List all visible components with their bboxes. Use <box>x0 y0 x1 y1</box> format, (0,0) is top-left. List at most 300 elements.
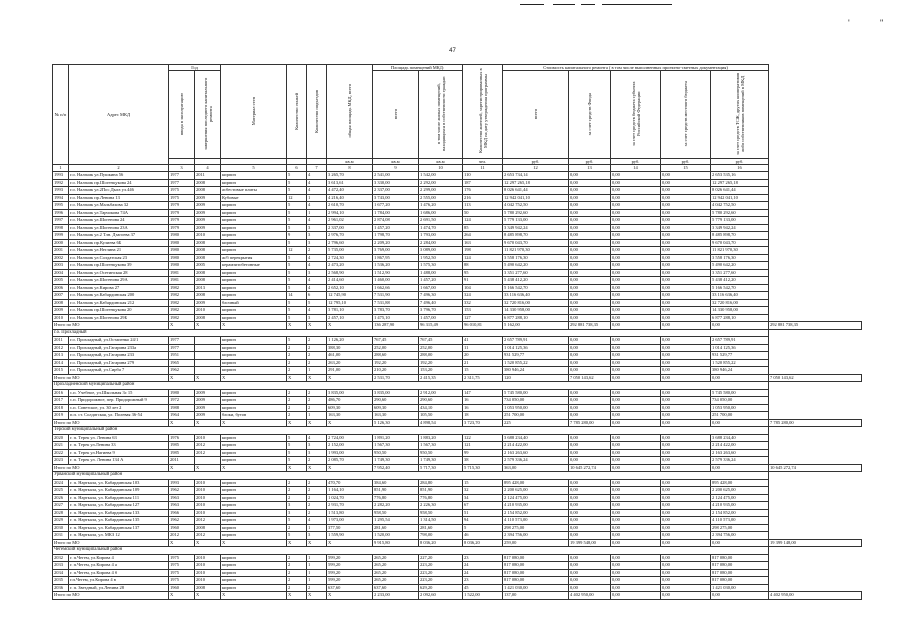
page-number: 47 <box>449 48 456 54</box>
header-rule <box>553 4 575 5</box>
table-cell: 2 <box>307 584 327 592</box>
total-cell: X <box>287 539 307 547</box>
total-cell: 4 402 950,00 <box>569 592 611 600</box>
table-cell: 3 265,70 <box>327 172 373 180</box>
total-row <box>53 374 862 382</box>
total-row <box>53 322 862 330</box>
table-cell: 1979 <box>169 217 195 225</box>
table-cell: 5 <box>287 337 307 345</box>
total-cell: 9 915,80 <box>373 539 419 547</box>
table-cell: 0,00 <box>569 449 611 457</box>
table-row <box>53 389 862 397</box>
table-cell: 0,00 <box>661 172 711 180</box>
table-cell: 2013 <box>195 284 221 292</box>
table-cell: 0,00 <box>661 344 711 352</box>
table-cell: 1 <box>307 554 327 562</box>
section-row <box>53 472 862 480</box>
table-cell: 127 <box>463 314 503 322</box>
table-cell: 1 053 950,00 <box>711 404 769 412</box>
table-cell: 0,00 <box>661 337 711 345</box>
table-cell: 0,00 <box>569 434 611 442</box>
table-cell: кирпич <box>221 352 287 360</box>
table-cell: 2028 <box>53 509 69 517</box>
address-cell: п.п. ст. Солдатская, ул. Полевая 36-54 <box>69 412 169 420</box>
table-cell: 5 745 580,00 <box>503 389 569 397</box>
table-cell: 388,30 <box>327 344 373 352</box>
table-cell: 0,00 <box>569 187 611 195</box>
col-cost-fund: за счет средств Фонда <box>569 71 611 159</box>
table-cell: 2 <box>307 337 327 345</box>
total-cell: X <box>195 419 221 427</box>
table-cell <box>195 359 221 367</box>
table-cell: 0,00 <box>569 292 611 300</box>
table-cell: 4 <box>307 172 327 180</box>
table-cell: 817 080,00 <box>503 577 569 585</box>
table-cell: 0,00 <box>661 292 711 300</box>
table-row <box>53 172 862 180</box>
index-cell: 11 <box>463 165 503 172</box>
table-cell: 3 688 234,40 <box>711 434 769 442</box>
table-cell: 1966 <box>169 509 195 517</box>
table-cell: 599,20 <box>327 569 373 577</box>
table-cell: 1 567,30 <box>373 442 419 450</box>
table-cell: 0,00 <box>661 232 711 240</box>
table-cell: 163,30 <box>327 412 373 420</box>
table-cell: 163,30 <box>373 412 419 420</box>
table-cell: 0,00 <box>569 179 611 187</box>
total-cell: 7 952,40 <box>373 464 419 472</box>
table-cell: 2 <box>307 457 327 465</box>
total-cell: 5 162,00 <box>503 322 569 330</box>
table-cell: 629,20 <box>419 584 463 592</box>
section-title: Прохладненский муниципальный район <box>53 382 769 390</box>
table-cell: 2 154 852,00 <box>503 509 569 517</box>
address-cell: г.о. Нальчик пр.Шогенцукова 20 <box>69 307 169 315</box>
table-cell: 45 <box>463 584 503 592</box>
index-cell: 9 <box>373 165 419 172</box>
table-cell: 1963 <box>169 502 195 510</box>
table-cell: кирпич <box>221 434 287 442</box>
table-cell: 265,20 <box>373 562 419 570</box>
table-cell: 104 <box>463 284 503 292</box>
table-cell: 4 <box>307 277 327 285</box>
total-cell: 225 <box>503 419 569 427</box>
table-row <box>53 314 862 322</box>
table-cell: 0,00 <box>611 202 661 210</box>
table-cell: 263,20 <box>327 359 373 367</box>
table-cell: 6 877 288,10 <box>711 314 769 322</box>
table-cell: 1980 <box>169 247 195 255</box>
table-cell: 1 662,66 <box>373 284 419 292</box>
table-cell: 2015 <box>53 367 69 375</box>
table-cell: 0,00 <box>611 412 661 420</box>
table-cell: 2008 <box>195 584 221 592</box>
table-cell: кирпич <box>221 292 287 300</box>
table-cell: 2008 <box>195 239 221 247</box>
table-cell: 1997 <box>53 217 69 225</box>
col-address: Адрес МКД <box>69 65 169 165</box>
table-cell: 2 <box>287 494 307 502</box>
table-cell: 0,00 <box>569 397 611 405</box>
table-cell: 2 <box>287 389 307 397</box>
unit-cell: руб. <box>569 159 611 165</box>
table-cell: 3 <box>307 269 327 277</box>
table-cell: 2 299,00 <box>419 187 463 195</box>
address-cell: с.п. Придорожное, пер. Придорожный 9 <box>69 397 169 405</box>
table-cell: 12 795,10 <box>327 299 373 307</box>
table-cell: 5 779 133,00 <box>503 217 569 225</box>
table-row <box>53 404 862 412</box>
table-cell: 0,00 <box>661 397 711 405</box>
table-cell: 2012 <box>195 449 221 457</box>
table-cell: 0,00 <box>661 217 711 225</box>
table-cell: 1980 <box>169 262 195 270</box>
table-cell: 2010 <box>53 314 69 322</box>
table-cell: 1982 <box>169 314 195 322</box>
address-cell: г.п.Чегем, ул.Кирова 4 в <box>69 577 169 585</box>
table-cell: 0,00 <box>569 344 611 352</box>
table-cell: 0,00 <box>569 247 611 255</box>
col-entrances: Количество подъездов <box>307 65 327 159</box>
table-cell: 41 <box>463 337 503 345</box>
table-cell: 0,00 <box>611 359 661 367</box>
table-cell: 0,00 <box>611 179 661 187</box>
table-cell: 67 <box>463 502 503 510</box>
total-label: Итого по МО <box>53 592 169 600</box>
table-cell: 776,80 <box>419 494 463 502</box>
table-cell: 15 <box>463 367 503 375</box>
table-row <box>53 194 862 202</box>
table-cell: 0,00 <box>611 449 661 457</box>
table-cell: 1 883,20 <box>419 434 463 442</box>
index-cell: 2 <box>69 165 169 172</box>
table-cell: 2008 <box>195 292 221 300</box>
index-cell: 12 <box>503 165 569 172</box>
table-cell: 5 745 580,00 <box>711 389 769 397</box>
table-cell: 0,00 <box>569 517 611 525</box>
table-cell: 1 474,70 <box>419 224 463 232</box>
table-cell: 734 050,00 <box>503 397 569 405</box>
table-cell: 0,00 <box>569 314 611 322</box>
table-row <box>53 217 862 225</box>
address-cell: г. п.Чегем, ул.Кирова 4 <box>69 554 169 562</box>
table-cell: 5 <box>287 532 307 540</box>
table-cell: 223,20 <box>419 577 463 585</box>
table-cell: 0,00 <box>569 239 611 247</box>
table-cell: 6 <box>307 292 327 300</box>
total-label: Итого по МО <box>53 374 169 382</box>
table-cell: кирпич <box>221 584 287 592</box>
total-cell: X <box>221 374 287 382</box>
table-cell: 324 <box>463 292 503 300</box>
table-cell: 2009 <box>195 404 221 412</box>
table-cell: 124 <box>463 217 503 225</box>
table-cell: 958,50 <box>419 509 463 517</box>
table-cell: 2 <box>307 389 327 397</box>
address-cell: г. п. Нарткала, ул. Кабардинская 103 <box>69 479 169 487</box>
table-cell: 33 116 636,40 <box>503 292 569 300</box>
table-cell: 1 421 030,00 <box>503 584 569 592</box>
table-cell: кирпич <box>221 404 287 412</box>
table-cell: 5 <box>287 262 307 270</box>
table-cell: 1985 <box>169 442 195 450</box>
table-cell: 2 <box>307 502 327 510</box>
total-label: Итого по МО <box>53 539 169 547</box>
table-cell: 1 <box>307 412 327 420</box>
section-row <box>53 382 862 390</box>
table-cell: 3 835,00 <box>373 389 419 397</box>
table-cell: 0,00 <box>611 367 661 375</box>
table-cell: 5 <box>287 217 307 225</box>
table-cell: 3 330,00 <box>373 179 419 187</box>
table-cell: 1993 <box>53 172 69 180</box>
table-cell: 0,00 <box>611 254 661 262</box>
total-cell: 0,00 <box>661 322 711 330</box>
table-cell: блоки, бутов <box>221 412 287 420</box>
table-cell: 223,20 <box>419 562 463 570</box>
table-cell: 2 <box>287 487 307 495</box>
table-cell: 0,00 <box>611 524 661 532</box>
table-cell: 2 226,30 <box>419 502 463 510</box>
table-cell: 12 297 265,18 <box>503 179 569 187</box>
unit-cell: кв.м <box>373 159 419 165</box>
table-cell: 7 531,88 <box>373 299 419 307</box>
table-cell: 1985 <box>169 449 195 457</box>
table-cell: 0,00 <box>611 262 661 270</box>
table-cell: 1 784,00 <box>373 209 419 217</box>
table-cell: 2 724,30 <box>327 254 373 262</box>
table-cell: 0,00 <box>661 359 711 367</box>
table-cell: 176 <box>463 187 503 195</box>
table-row <box>53 479 862 487</box>
table-cell: 2019 <box>53 412 69 420</box>
table-cell: 0,00 <box>611 307 661 315</box>
col-cost-all: всего <box>503 71 569 159</box>
col-year-build: ввода в эксплуатацию <box>169 71 195 159</box>
table-cell: 2009 <box>195 299 221 307</box>
table-cell: 0,00 <box>569 307 611 315</box>
table-cell: 5 <box>287 202 307 210</box>
total-cell: 5 717,30 <box>419 464 463 472</box>
table-cell: 486,70 <box>327 397 373 405</box>
table-cell: 2008 <box>195 187 221 195</box>
table-cell: 950,50 <box>373 449 419 457</box>
table-cell: 0,00 <box>611 247 661 255</box>
address-cell: г. п. Нарткала, ул. Кабардинская 127 <box>69 502 169 510</box>
table-cell: 5 <box>287 277 307 285</box>
table-cell: 0,00 <box>569 389 611 397</box>
table-cell: 187 <box>463 179 503 187</box>
table-cell: 2 <box>287 562 307 570</box>
table-cell: кирпич <box>221 232 287 240</box>
corner-mark: ' <box>848 18 850 28</box>
table-cell: 9 <box>287 232 307 240</box>
table-row <box>53 232 862 240</box>
total-cell: 2 415,35 <box>419 374 463 382</box>
column-index-row <box>53 165 862 172</box>
total-cell: 363,00 <box>503 464 569 472</box>
table-cell: 9 670 043,70 <box>503 239 569 247</box>
table-cell: кирпич <box>221 359 287 367</box>
total-cell: X <box>327 374 373 382</box>
table-cell: 0,00 <box>569 224 611 232</box>
table-cell: кирпич <box>221 277 287 285</box>
table-cell: 2 337,00 <box>327 224 373 232</box>
table-cell: 0,00 <box>569 232 611 240</box>
total-cell: 0,00 <box>661 592 711 600</box>
table-cell: 1965 <box>169 359 195 367</box>
index-cell: 7 <box>307 165 327 172</box>
table-cell: 3 <box>307 442 327 450</box>
table-cell: 2027 <box>53 502 69 510</box>
table-cell: 0,00 <box>569 277 611 285</box>
table-cell: 0,00 <box>661 404 711 412</box>
table-cell: 1960 <box>169 584 195 592</box>
table-row <box>53 359 862 367</box>
table-cell: 3 743,00 <box>373 194 419 202</box>
table-cell: 2021 <box>53 442 69 450</box>
table-cell: 0,00 <box>611 569 661 577</box>
table-cell: 4 <box>307 307 327 315</box>
table-cell: 0,00 <box>569 562 611 570</box>
table-cell: 0,00 <box>611 517 661 525</box>
table-cell: 0,00 <box>569 569 611 577</box>
table-cell: 2009 <box>195 194 221 202</box>
table-cell: 2013 <box>53 352 69 360</box>
table-cell: 434,10 <box>419 404 463 412</box>
col-year-repair: завершения последнего капитального ремонта <box>195 71 221 159</box>
table-cell: 2 541,00 <box>373 172 419 180</box>
table-cell: 1 <box>307 194 327 202</box>
table-cell: 5 <box>287 449 307 457</box>
total-cell: X <box>287 419 307 427</box>
table-cell: 0,00 <box>661 524 711 532</box>
table-row <box>53 494 862 502</box>
table-cell: 216 <box>463 194 503 202</box>
total-cell: X <box>169 322 195 330</box>
table-cell: 2 579 336,24 <box>711 457 769 465</box>
table-cell: 14 <box>287 292 307 300</box>
table-cell: 2 653 535,16 <box>711 172 769 180</box>
table-cell: кирпич <box>221 532 287 540</box>
unit-cell: руб. <box>711 159 769 165</box>
table-cell: 2 <box>287 524 307 532</box>
table-cell: 0,00 <box>661 569 711 577</box>
table-cell: 776,80 <box>373 494 419 502</box>
table-cell: 3 613,61 <box>327 179 373 187</box>
table-cell: 4 <box>307 254 327 262</box>
col-area-all: всего <box>373 71 419 159</box>
table-cell: 0,00 <box>569 584 611 592</box>
table-row <box>53 262 862 270</box>
table-cell: 332 <box>463 299 503 307</box>
table-cell: 2 <box>307 404 327 412</box>
table-cell: 5 <box>287 254 307 262</box>
table-cell: Кубовые <box>221 194 287 202</box>
table-cell: 5 <box>287 299 307 307</box>
table-cell: 2 163 263,60 <box>711 449 769 457</box>
section-row <box>53 547 862 555</box>
table-cell: 1 952,50 <box>419 254 463 262</box>
total-cell: 5 715,30 <box>463 464 503 472</box>
table-cell: 2 <box>307 247 327 255</box>
table-cell: 0,00 <box>611 577 661 585</box>
table-cell: 24 <box>463 569 503 577</box>
table-row <box>53 202 862 210</box>
address-cell: г. п. Терек ул.Нагиева 9 <box>69 449 169 457</box>
table-cell: 290,60 <box>419 397 463 405</box>
table-cell: 2010 <box>195 307 221 315</box>
table-row <box>53 247 862 255</box>
table-cell: 1964 <box>169 412 195 420</box>
address-cell: г.о. Нальчик ул.2 Тлн. Дзагоева 37 <box>69 232 169 240</box>
table-cell: 2 <box>307 494 327 502</box>
table-cell: 1982 <box>169 292 195 300</box>
total-cell: X <box>221 419 287 427</box>
table-cell: 38 <box>463 457 503 465</box>
table-cell: 1 053 950,00 <box>503 404 569 412</box>
table-cell: 2011 <box>195 172 221 180</box>
table-cell: 2 457,10 <box>327 314 373 322</box>
table-cell: 281,60 <box>373 524 419 532</box>
table-cell: 5 <box>287 284 307 292</box>
table-cell: 851,90 <box>373 487 419 495</box>
table-cell: 223,20 <box>419 569 463 577</box>
table-cell: кирпич <box>221 562 287 570</box>
col-cost-group: Стоимость капитального ремонта ( в том числе выполненных проектно-сметных документация) <box>503 65 769 71</box>
table-cell: 599,20 <box>327 577 373 585</box>
table-cell: 0,00 <box>661 532 711 540</box>
table-cell: 5 490 642,20 <box>503 262 569 270</box>
table-cell: 3 558 176,30 <box>503 254 569 262</box>
table-cell: 5 <box>287 172 307 180</box>
table-cell: 1980 <box>169 254 195 262</box>
table-cell: 1 <box>307 209 327 217</box>
total-cell: X <box>287 464 307 472</box>
address-cell: г.о. Прохладный, ул.Гагарина 233 <box>69 352 169 360</box>
address-cell: г. п. Звездный, ул.Ленина 28 <box>69 584 169 592</box>
table-cell: 264 <box>463 232 503 240</box>
table-cell: 1 475,10 <box>373 314 419 322</box>
table-cell: 192,20 <box>373 359 419 367</box>
total-cell: 0,00 <box>611 419 661 427</box>
table-cell: 2036 <box>53 584 69 592</box>
table-cell: 0,00 <box>611 239 661 247</box>
table-cell: 599,20 <box>327 554 373 562</box>
table-cell: 3 688 234,40 <box>503 434 569 442</box>
table-cell: 0,00 <box>661 389 711 397</box>
table-row <box>53 569 862 577</box>
table-cell: 3 089,00 <box>419 247 463 255</box>
table-cell: 12 297 265,18 <box>711 179 769 187</box>
table-cell: 2 652,10 <box>327 284 373 292</box>
table-cell <box>195 457 221 465</box>
table-cell: 12 745,90 <box>327 292 373 300</box>
table-cell: 12 942 041,10 <box>711 194 769 202</box>
table-cell: 0,00 <box>611 442 661 450</box>
table-cell: 2 473,20 <box>327 262 373 270</box>
index-cell: 13 <box>569 165 611 172</box>
table-cell: 931 529,77 <box>711 352 769 360</box>
table-cell: 2 <box>287 344 307 352</box>
table-cell: 2 691,50 <box>419 217 463 225</box>
table-header <box>53 65 862 165</box>
table-cell: 12 <box>287 247 307 255</box>
total-cell: 96 010,81 <box>463 322 503 330</box>
address-cell: г.о. Прохладный, ул.Гагарина 233а <box>69 344 169 352</box>
table-cell: 0,00 <box>569 502 611 510</box>
table-cell: 1 457,20 <box>419 277 463 285</box>
